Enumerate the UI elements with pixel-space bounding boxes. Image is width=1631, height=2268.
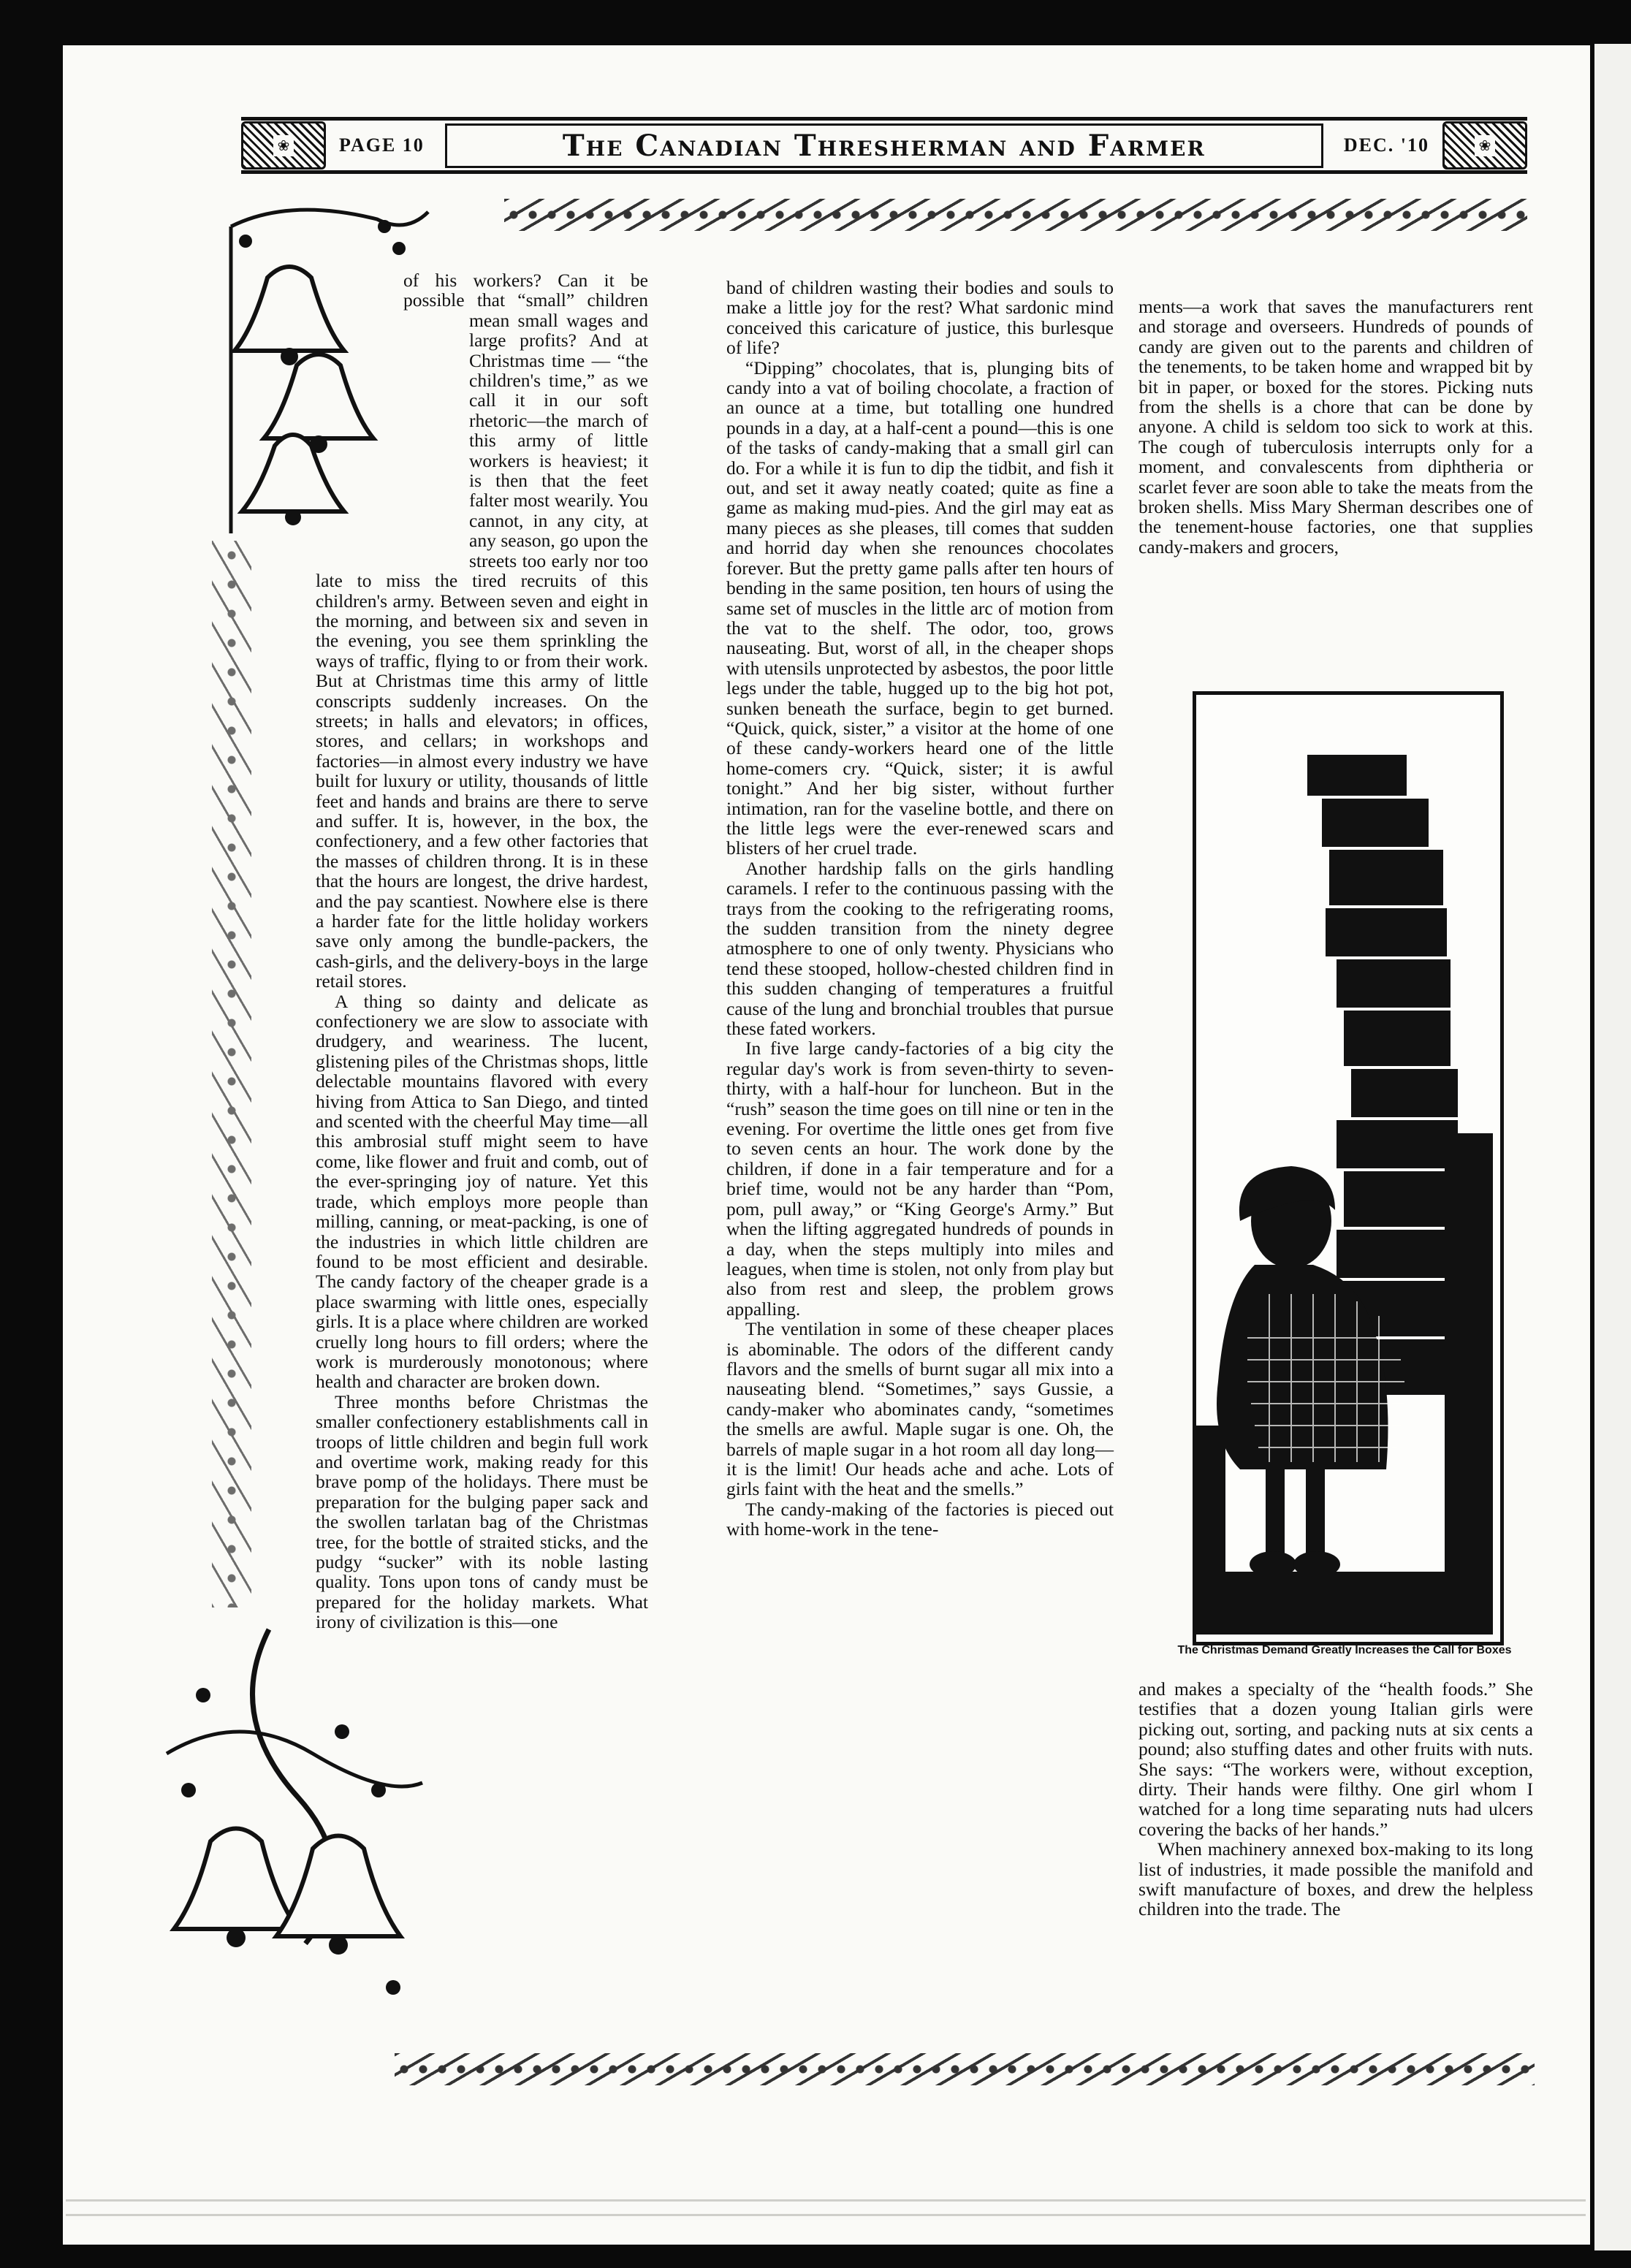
paragraph: A thing so dainty and delicate as confectionery we are slow to associate with drudgery, and weariness. The lucent, glistening piles of the Christmas shops, little delectable mountains flavored with every hiving from Attica to San Diego, and tinted and scented with the cheerful May time—all this ambrosial stuff might seem to have come, like flower and fruit and comb, out of the ever-springing joy of nature. Yet this trade, which employs more people than milling, canning, or meat-packing, is one of the industries in which little children are found to be most efficient and desirable. The candy factory of the cheaper grade is a place swarming with little ones, especially girls. It is a place where children are worked cruelly long hours to fill orders; where the work is murderously monotonous; where health and character are broken down. — [316, 990, 648, 1393]
issue-date: DEC. '10 — [1343, 134, 1429, 156]
masthead-bar — [241, 117, 1527, 174]
paragraph: ments—a work that saves the manufacturers rent and storage and overseers. Hundreds of pounds of candy are given out to the parents and children of the tenements, to be taken home and wrapped bit by bit in paper, or boxed for the stores. Picking nuts from the shells is a chore that can be done by anyone. A child is seldom too sick to work at this. The cough of tuberculosis interrupts only for a moment, and convalescents from diphtheria or scarlet fever are soon able to take the meats from the broken shells. Miss Mary Sherman describes one of the tenement-house factories, one that supplies candy-makers and grocers, — [1138, 296, 1533, 558]
illustration-caption: The Christmas Demand Greatly Increases the Call for Boxes — [1177, 1644, 1512, 1656]
article-column-2 — [726, 278, 1114, 1540]
holly-vine-border-icon — [212, 541, 251, 1607]
paragraph: The ventilation in some of these cheaper places is abominable. The odors of the different candy flavors and the smells of burnt sugar all mix into a nauseating blend. “Sometimes,” says Gussie, a candy-maker who abominates candy, “sometimes the smells are awful. Maple sugar is one. Oh, the barrels of maple sugar in a hot room all day long—it is the limit! Our heads ache and ache. Lots of girls faint with the heat and the smells.” — [726, 1318, 1114, 1500]
girl-carrying-boxes-illustration — [1193, 691, 1504, 1645]
page-number: PAGE 10 — [339, 134, 425, 156]
holly-garland-bottom-icon — [395, 2053, 1535, 2085]
adjacent-page-edge — [1594, 44, 1631, 2250]
page-edge-line — [66, 2199, 1586, 2202]
holly-garland-top-icon — [504, 199, 1527, 231]
publication-title: The Canadian Thresherman and Farmer — [445, 123, 1323, 168]
paragraph: The candy-making of the factories is pieced out with home-work in the tene- — [726, 1498, 1114, 1540]
christmas-bells-icon — [159, 1607, 430, 2017]
article-column-3-top — [1138, 297, 1533, 557]
wheat-field-ornament-icon: ❀ — [241, 121, 326, 170]
paragraph: Three months before Christmas the smaller confectionery establishments call in troops of little children and begin full work and overtime work, making ready for this brave pomp of the holidays. There must be preparation for the bulging paper sack and the swollen tarlatan bag of the Christmas tree, for the bottle of straited sticks, and the pudgy “sucker” with its noble lasting quality. Tons upon tons of candy must be prepared for the holiday markets. What irony of civilization is this—one — [316, 1390, 648, 1633]
paragraph: and makes a specialty of the “health foods.” She testifies that a dozen young Italian girls were picking out, sorting, and packing nuts at six cents a pound; also stuffing dates and other fruits with nuts. She says: “The workers were, without exception, dirty. Their hands were filthy. One girl whom I watched for a long time separating nuts had ulcers covering the backs of her hands.” — [1138, 1678, 1533, 1840]
article-column-3-bottom — [1138, 1679, 1533, 1919]
paragraph: In five large candy-factories of a big city the regular day's work is from seven-thirty to seven-thirty, with a half-hour for luncheon. But in the “rush” season the time goes on till nine or ten in the evening. For overtime the little ones get from five to seven cents an hour. The work done by the children, if done in a fair temperature and for a brief time, would not be any harder than “Pom, pom, pull away,” or “King George's Army.” But when the lifting aggregated hundreds of pounds in a day, when the steps multiply into miles and leagues, when time is stolen, not only from play but also from rest and sleep, the problem grows appalling. — [726, 1038, 1114, 1320]
paragraph: of his workers? Can it be possible that “small” children mean small wages and large profits? And at Christmas time — “the children's time,” as we call it in our soft rhetoric—the march of this army of little workers is heaviest; it is then that the feet falter most wearily. You cannot, in any city, at any season, go upon the streets too early nor too late to miss the tired recruits of this children's army. Between seven and eight in the morning, and between six and seven in the evening, you see them sprinkling the ways of traffic, flying to or from their work. But at Christmas time this army of little conscripts suddenly increases. On the streets; in halls and elevators; in offices, stores, and cellars; in workshops and factories—in almost every industry we have built for luxury or utility, thousands of little feet and hands and brains are there to serve and suffer. It is, however, in the box, the confectionery, and a few other factories that the masses of children throng. It is in these that the hours are longest, the drive hardest, and the pay scantiest. Nowhere else is there a harder fate for the little holiday workers save only among the bundle-packers, the cash-girls, and the delivery-boys in the large retail stores. — [316, 270, 648, 992]
paragraph: Another hardship falls on the girls handling caramels. I refer to the continuous passing with the trays from the cooking to the refrigerating rooms, the sudden transition from the ninety degree atmosphere to one of only twenty. Physicians who tend these stooped, hollow-chested children find in this sudden changing of temperatures a fruitful cause of the lung and bronchial troubles that pursue these fated workers. — [726, 857, 1114, 1040]
page-edge-line — [66, 2214, 1586, 2216]
article-column-1 — [316, 270, 648, 1632]
girl-carrying-boxes-icon — [1196, 695, 1493, 1635]
paragraph: When machinery annexed box-making to its long list of industries, it made possible the manifold and swift manufacture of boxes, and drew the helpless children into the trade. The — [1138, 1838, 1533, 1920]
paragraph: “Dipping” chocolates, that is, plunging bits of candy into a vat of boiling chocolate, a fraction of an ounce at a time, but totalling one hundred pounds in a day, at a half-cent a pound—this is one of the tasks of candy-making that a small girl can do. For a while it is fun to dip the tidbit, and fish it out, and set it away neatly coated; quite as fine a game as making mud-pies. And the girl may eat as many pieces as she pleases, till comes that sudden and horrid day when she renounces chocolates forever. But the pretty game palls after ten hours of bending in the same position, ten hours of using the same set of muscles in the little arc of motion from the vat to the shelf. The odor, too, grows nauseating. But, worst of all, in the cheaper shops with utensils unprotected by asbestos, the poor little legs under the table, hugged up to the big hot pot, sunken beneath the surface, begin to get burned. “Quick, quick, sister,” a visitor at the home of one of these candy-workers heard one of the little home-comers cry. “Quick, sister; it is awful tonight.” And her big sister, without further intimation, ran for the vaseline bottle, and there on the little legs were the ever-renewed scars and blisters of her cruel trade. — [726, 357, 1114, 859]
farm-scene-ornament-icon: ❀ — [1442, 121, 1527, 170]
paragraph: band of children wasting their bodies and souls to make a little joy for the rest? What sardonic mind conceived this caricature of justice, this burlesque of life? — [726, 277, 1114, 359]
